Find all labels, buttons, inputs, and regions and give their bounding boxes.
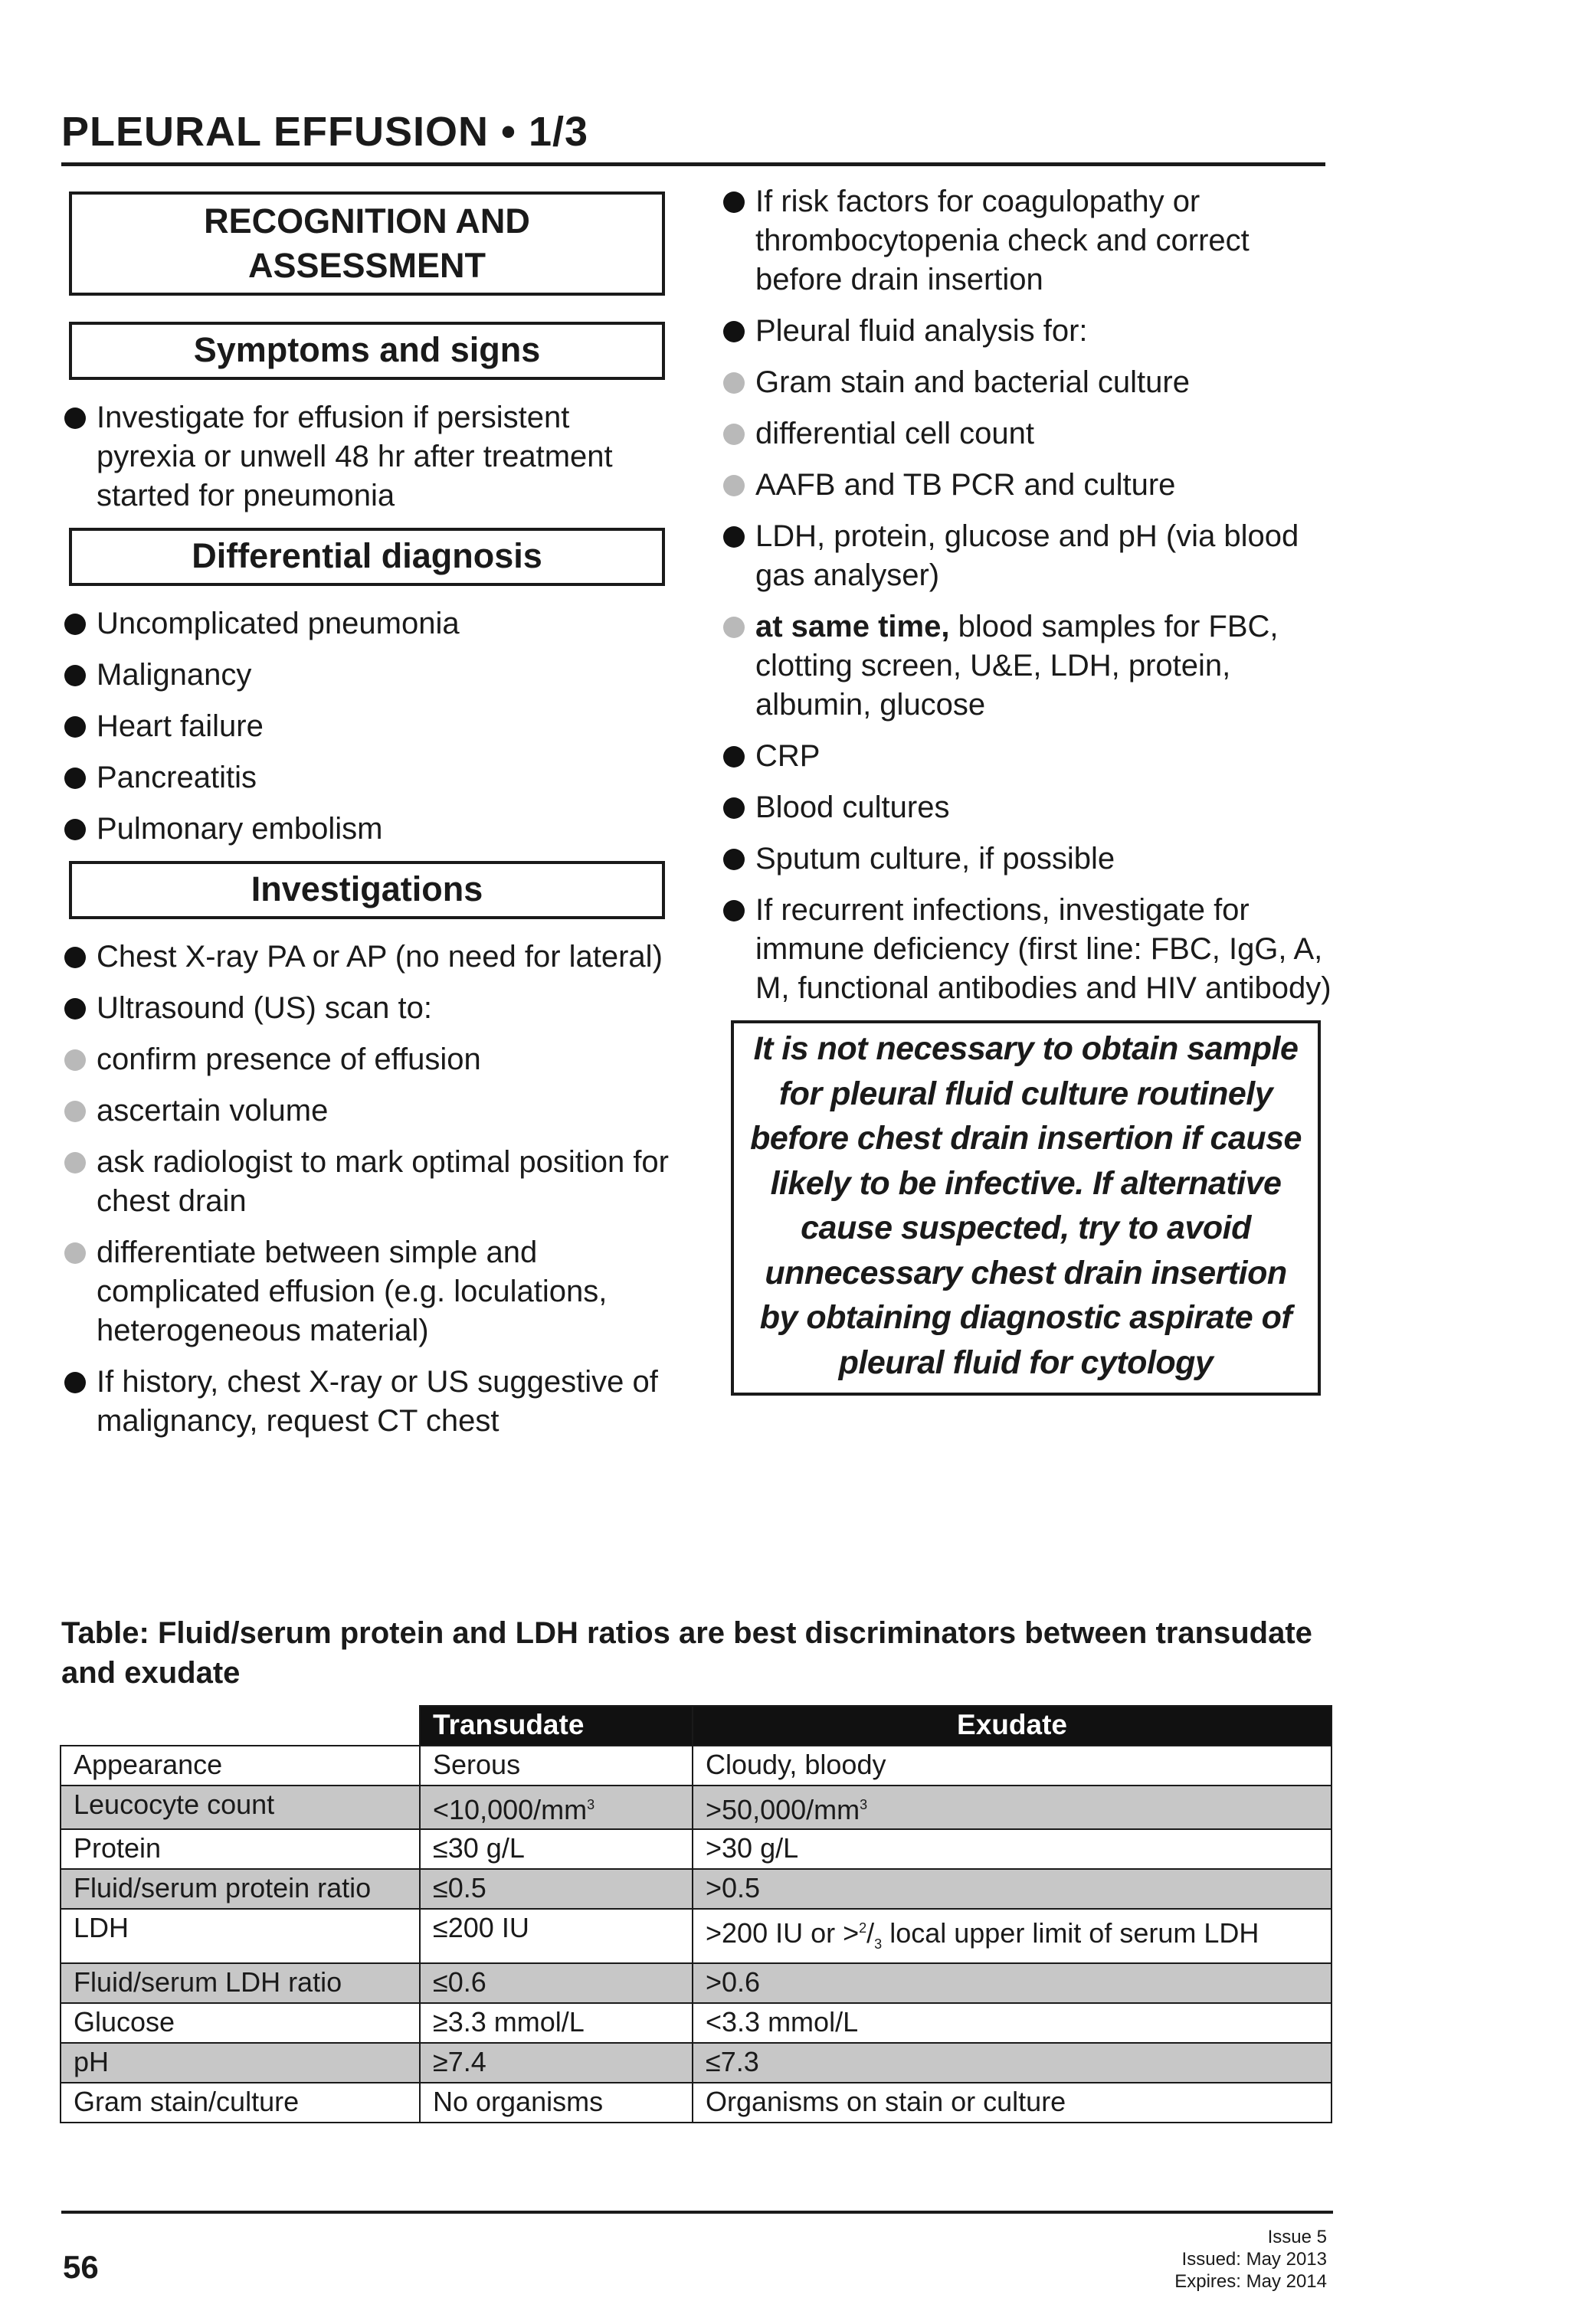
sub-bullet-icon [64, 1049, 86, 1071]
sub-bullet-icon [723, 424, 745, 445]
footer-divider [61, 2211, 1333, 2214]
list-item: ask radiologist to mark optimal position for chest drain [61, 1143, 674, 1221]
list-item: differential cell count [720, 414, 1333, 453]
list-item: Pleural fluid analysis for: [720, 312, 1333, 351]
list-item: If risk factors for coagulopathy or thrombocytopenia check and correct before drain insertion [720, 182, 1333, 300]
list-item: differentiate between simple and complicated effusion (e.g. loculations, heterogeneous material) [61, 1233, 674, 1350]
sub-bullet-icon [723, 372, 745, 394]
symptoms-list [61, 398, 674, 516]
list-item: Malignancy [61, 656, 674, 695]
list-item: Pancreatitis [61, 758, 674, 797]
table-cell: <3.3 mmol/L [693, 2003, 1332, 2043]
table-cell: ≤0.5 [420, 1869, 693, 1909]
bullet-icon [64, 716, 86, 738]
table-cell: Leucocyte count [61, 1786, 420, 1829]
bullet-icon [64, 819, 86, 840]
table-cell: ≤200 IU [420, 1909, 693, 1963]
bullet-icon [64, 408, 86, 429]
table-cell: ≤0.6 [420, 1963, 693, 2003]
table-cell: pH [61, 2043, 420, 2083]
list-item: Gram stain and bacterial culture [720, 363, 1333, 402]
table-cell: ≤7.3 [693, 2043, 1332, 2083]
bullet-icon [64, 614, 86, 635]
bullet-icon [723, 321, 745, 342]
same-time-emphasis: at same time, [755, 610, 950, 643]
bullet-icon [723, 746, 745, 768]
table-row [61, 2003, 1332, 2043]
recognition-assessment-heading [69, 191, 665, 296]
fluid-comparison-table [60, 1705, 1332, 2123]
table-cell: Fluid/serum LDH ratio [61, 1963, 420, 2003]
table-caption: Table: Fluid/serum protein and LDH ratios are best discriminators between transudate and exudate [61, 1616, 1312, 1690]
list-item: If history, chest X-ray or US suggestive of malignancy, request CT chest [61, 1363, 674, 1441]
table-header-transudate: Transudate [420, 1706, 693, 1746]
table-row [61, 1963, 1332, 2003]
table-cell: ≥7.4 [420, 2043, 693, 2083]
list-item: AAFB and TB PCR and culture [720, 466, 1333, 505]
table-cell: Organisms on stain or culture [693, 2083, 1332, 2123]
issue-number: Issue 5 [1267, 2227, 1327, 2247]
table-cell: LDH [61, 1909, 420, 1963]
table-cell: >0.5 [693, 1869, 1332, 1909]
table-cell: ≥3.3 mmol/L [420, 2003, 693, 2043]
list-item: confirm presence of effusion [61, 1040, 674, 1079]
fraction-numerator: 2 [859, 1920, 867, 1936]
superscript: 3 [860, 1797, 868, 1812]
sub-bullet-icon [64, 1242, 86, 1264]
table-cell: $>50,000/mm^3$ [693, 1786, 1332, 1829]
investigations-heading: Investigations [69, 861, 665, 919]
sub-bullet-icon [64, 1152, 86, 1173]
table-row [61, 2083, 1332, 2123]
differential-diagnosis-heading: Differential diagnosis [69, 528, 665, 586]
table-row [61, 2043, 1332, 2083]
table-header-exudate: Exudate [693, 1706, 1332, 1746]
table-row [61, 1829, 1332, 1869]
issue-info [1174, 2226, 1327, 2293]
list-item: Sputum culture, if possible [720, 840, 1333, 879]
list-item: Pulmonary embolism [61, 810, 674, 849]
bullet-icon [723, 526, 745, 548]
table-cell: Glucose [61, 2003, 420, 2043]
fraction-denominator: 3 [874, 1936, 883, 1952]
bullet-icon [64, 768, 86, 789]
symptoms-signs-heading: Symptoms and signs [69, 322, 665, 380]
investigations-list [61, 938, 674, 1441]
expiry-date: Expires: May 2014 [1174, 2271, 1327, 2292]
table-cell: >30 g/L [693, 1829, 1332, 1869]
table-cell: Serous [420, 1746, 693, 1786]
list-item: Heart failure [61, 707, 674, 746]
left-column [61, 191, 674, 1453]
bullet-icon [723, 849, 745, 870]
list-item: If recurrent infections, investigate for immune deficiency (first line: FBC, IgG, A, M, functional antibodies and HIV antibody) [720, 891, 1333, 1008]
list-item: Investigate for effusion if persistent pyrexia or unwell 48 hr after treatment started for pneumonia [61, 398, 674, 516]
list-item: Chest X-ray PA or AP (no need for lateral) [61, 938, 674, 977]
table-cell: $<10,000/mm^3$ [420, 1786, 693, 1829]
table-row [61, 1909, 1332, 1963]
sub-bullet-icon [723, 617, 745, 638]
sub-bullet-icon [723, 475, 745, 496]
right-column [720, 182, 1333, 1396]
table-cell: Fluid/serum protein ratio [61, 1869, 420, 1909]
heading-line: ASSESSMENT [247, 246, 486, 285]
table-row [61, 1869, 1332, 1909]
bullet-icon [64, 1372, 86, 1393]
differential-list [61, 604, 674, 849]
sub-bullet-icon [64, 1101, 86, 1122]
table-row [61, 1746, 1332, 1786]
list-item: Blood cultures [720, 788, 1333, 827]
list-item: CRP [720, 737, 1333, 776]
table-cell: >200 IU or $>^2/_3$ local upper limit of serum LDH [693, 1909, 1332, 1963]
table-cell: No organisms [420, 2083, 693, 2123]
list-item: Uncomplicated pneumonia [61, 604, 674, 643]
bullet-icon [723, 191, 745, 213]
bullet-icon [64, 665, 86, 686]
table-cell: Cloudy, bloody [693, 1746, 1332, 1786]
page-number: 56 [63, 2249, 99, 2285]
bullet-icon [64, 947, 86, 968]
list-item: LDH, protein, glucose and pH (via blood gas analyser) [720, 517, 1333, 595]
table-row [61, 1786, 1332, 1829]
bullet-icon [723, 900, 745, 921]
page-title: PLEURAL EFFUSION • 1/3 [61, 107, 1325, 166]
list-item: Ultrasound (US) scan to: [61, 989, 674, 1028]
table-header-empty [61, 1706, 420, 1746]
table-cell: ≤30 g/L [420, 1829, 693, 1869]
heading-line: RECOGNITION AND [204, 201, 530, 241]
list-item: ascertain volume [61, 1092, 674, 1131]
list-item: at same time, blood samples for FBC, clotting screen, U&E, LDH, protein, albumin, glucose [720, 607, 1333, 725]
bullet-icon [64, 998, 86, 1020]
table-cell: Protein [61, 1829, 420, 1869]
table-header-row [61, 1706, 1332, 1746]
bullet-icon [723, 797, 745, 819]
note-box: It is not necessary to obtain sample for pleural fluid culture routinely before chest drain insertion if cause likely to be infective. If alternative cause suspected, try to avoid unnecessary chest drain insertion by obtaining diagnostic aspirate of pleural fluid for cytology [731, 1020, 1321, 1396]
table-cell: >0.6 [693, 1963, 1332, 2003]
issued-date: Issued: May 2013 [1181, 2249, 1327, 2270]
table-cell: Appearance [61, 1746, 420, 1786]
table-cell: Gram stain/culture [61, 2083, 420, 2123]
superscript: 3 [587, 1797, 595, 1812]
right-list [720, 182, 1333, 1008]
